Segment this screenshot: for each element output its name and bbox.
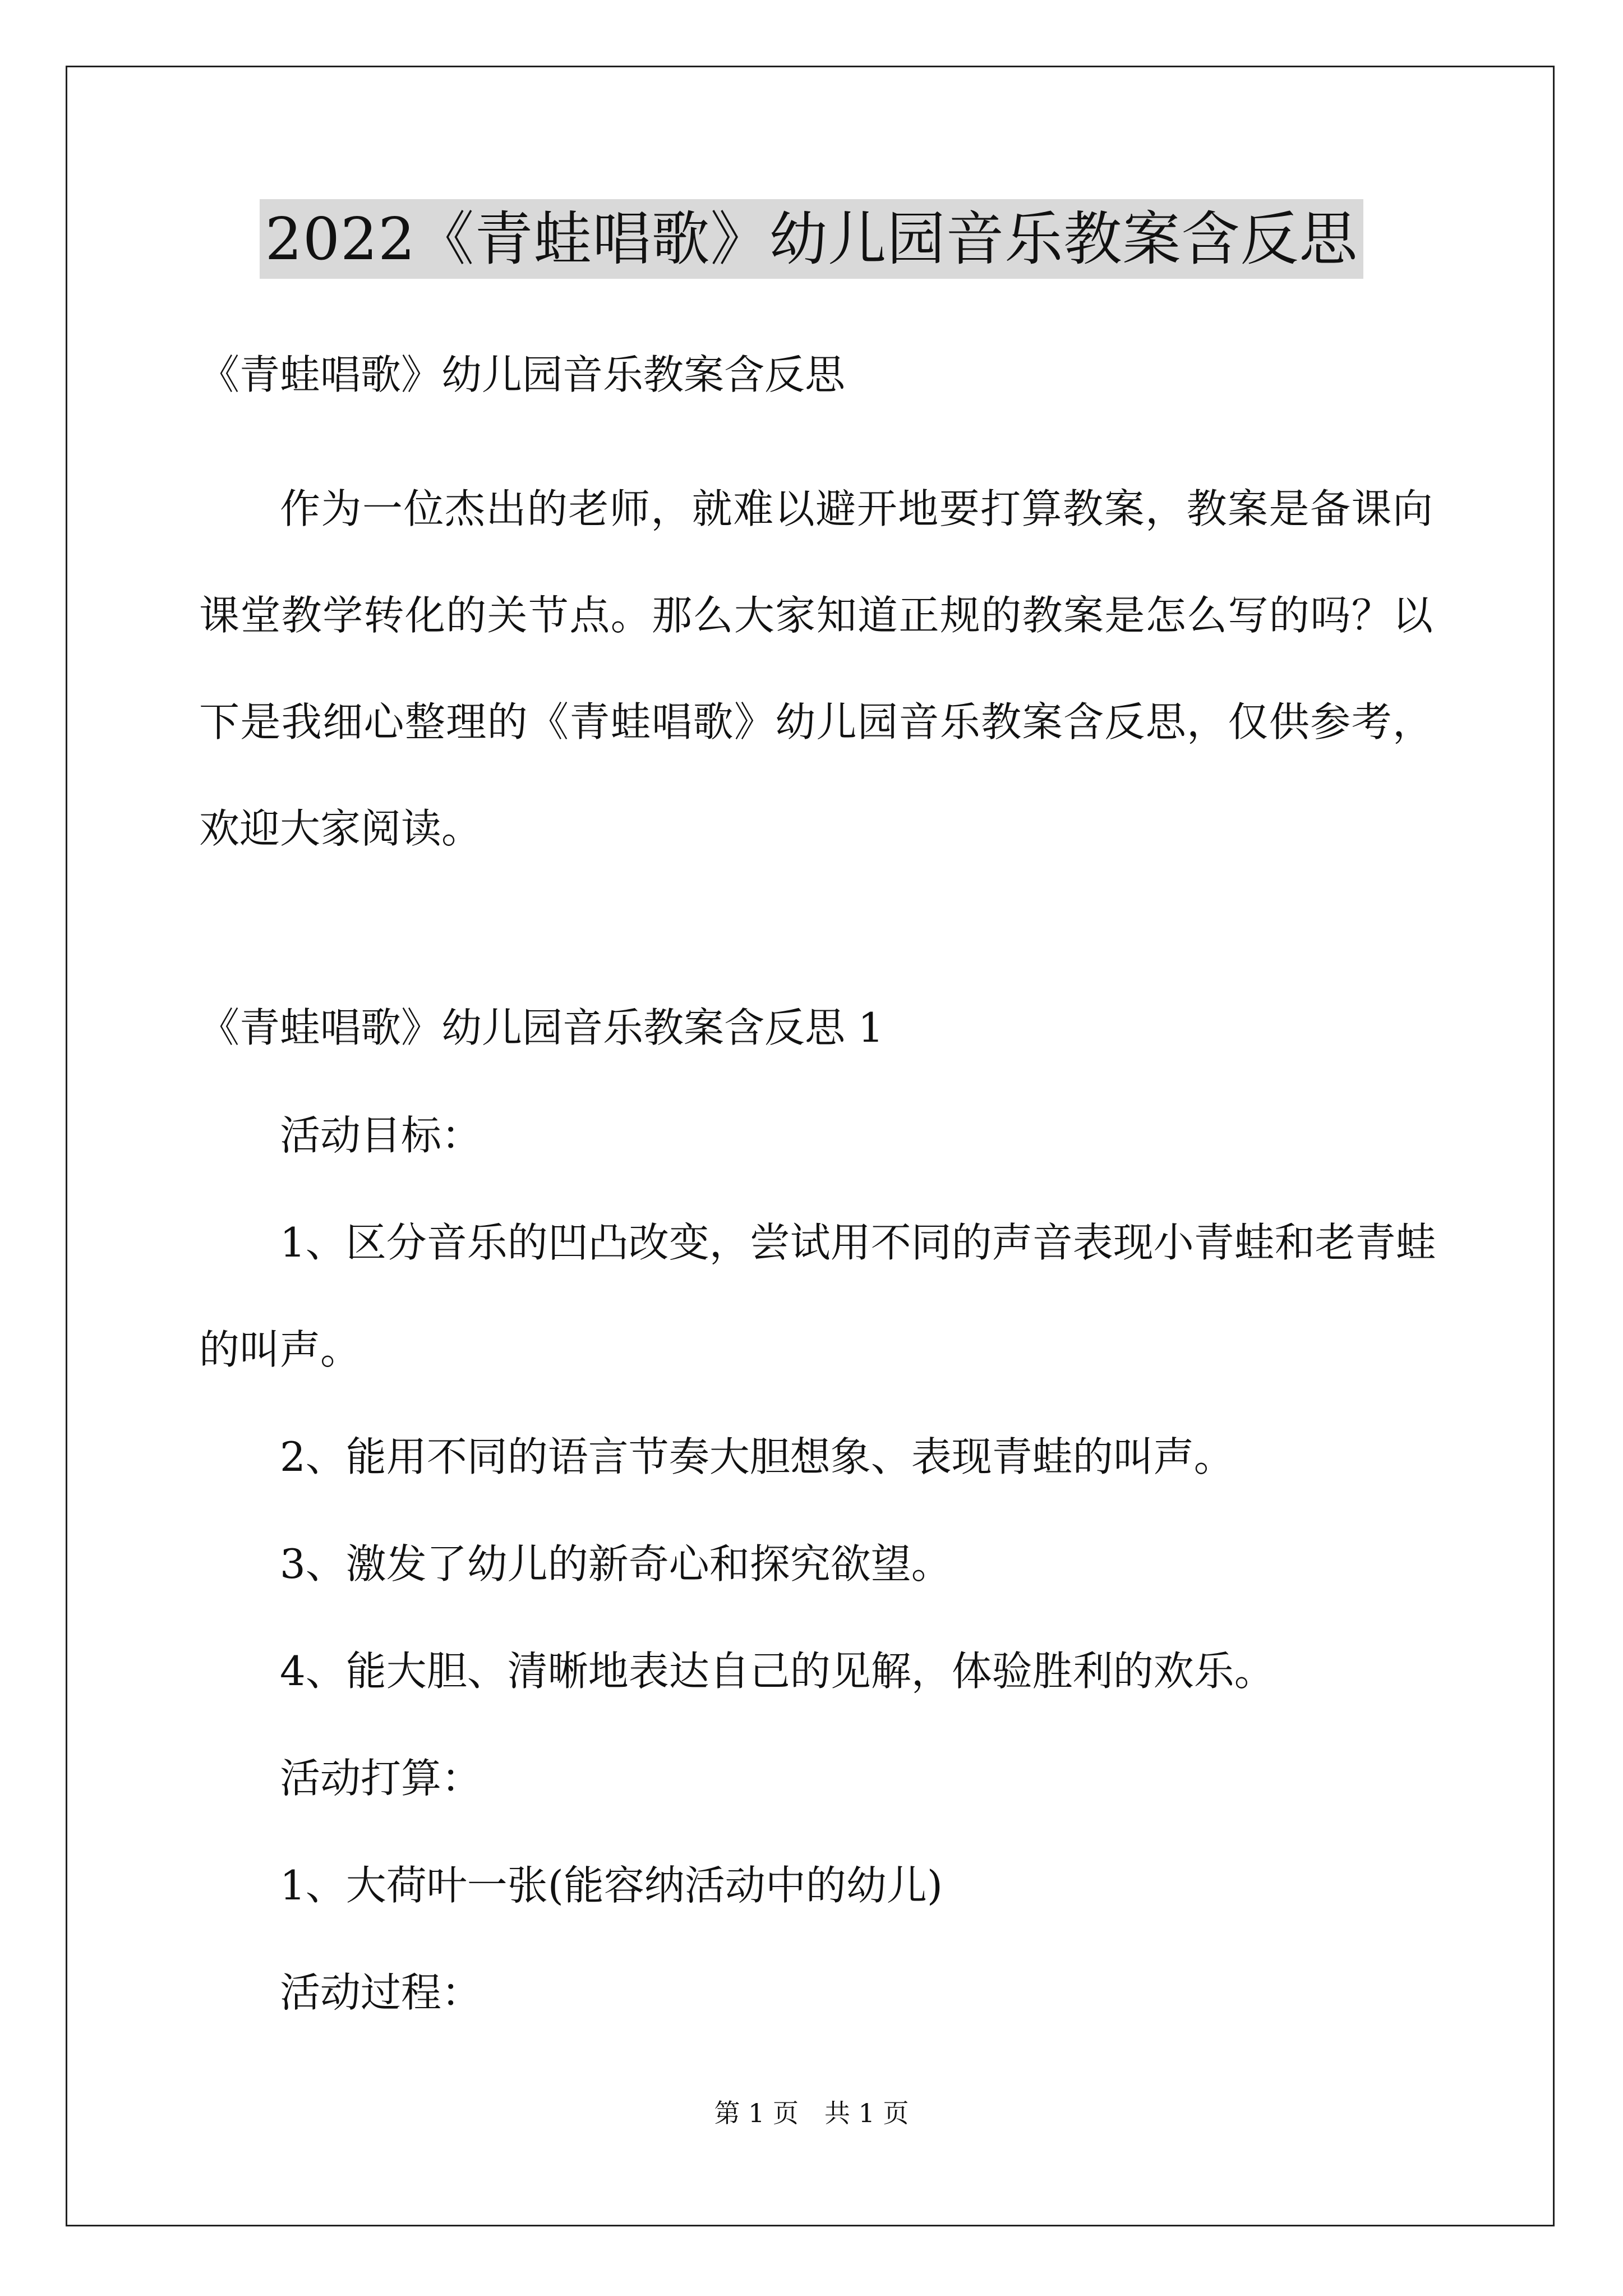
goal-item-2: 2、能用不同的语言节奏大胆想象、表现青蛙的叫声。 xyxy=(280,1433,1234,1480)
prep-item-1: 1、大荷叶一张(能容纳活动中的幼儿) xyxy=(280,1862,943,1909)
goal-item-1-line-2: 的叫声。 xyxy=(199,1326,361,1373)
goals-heading: 活动目标： xyxy=(280,1112,482,1159)
document-subtitle: 《青蛙唱歌》幼儿园音乐教案含反思 xyxy=(199,351,846,398)
section-heading: 《青蛙唱歌》幼儿园音乐教案含反思 1 xyxy=(199,1004,884,1051)
goal-item-4: 4、能大胆、清晰地表达自己的见解，体验胜利的欢乐。 xyxy=(280,1648,1275,1695)
goal-item-1-line-1: 1、区分音乐的凹凸改变，尝试用不同的声音表现小青蛙和老青蛙 xyxy=(280,1219,1436,1266)
document-title: 2022《青蛙唱歌》幼儿园音乐教案含反思 xyxy=(260,199,1364,279)
page-footer: 第 1 页 共 1 页 xyxy=(714,2098,909,2128)
prep-heading: 活动打算： xyxy=(280,1755,482,1802)
title-container xyxy=(0,199,1623,279)
intro-paragraph: 作为一位杰出的老师，就难以避开地要打算教案，教案是备课向课堂教学转化的关节点。那么大家知道正规的教案是怎么写的吗？以下是我细心整理的《青蛙唱歌》幼儿园音乐教案含反思，仅供参考，欢迎大家阅读。 xyxy=(199,485,1433,852)
goal-item-3: 3、激发了幼儿的新奇心和探究欲望。 xyxy=(280,1540,952,1588)
process-heading: 活动过程： xyxy=(280,1969,482,2016)
